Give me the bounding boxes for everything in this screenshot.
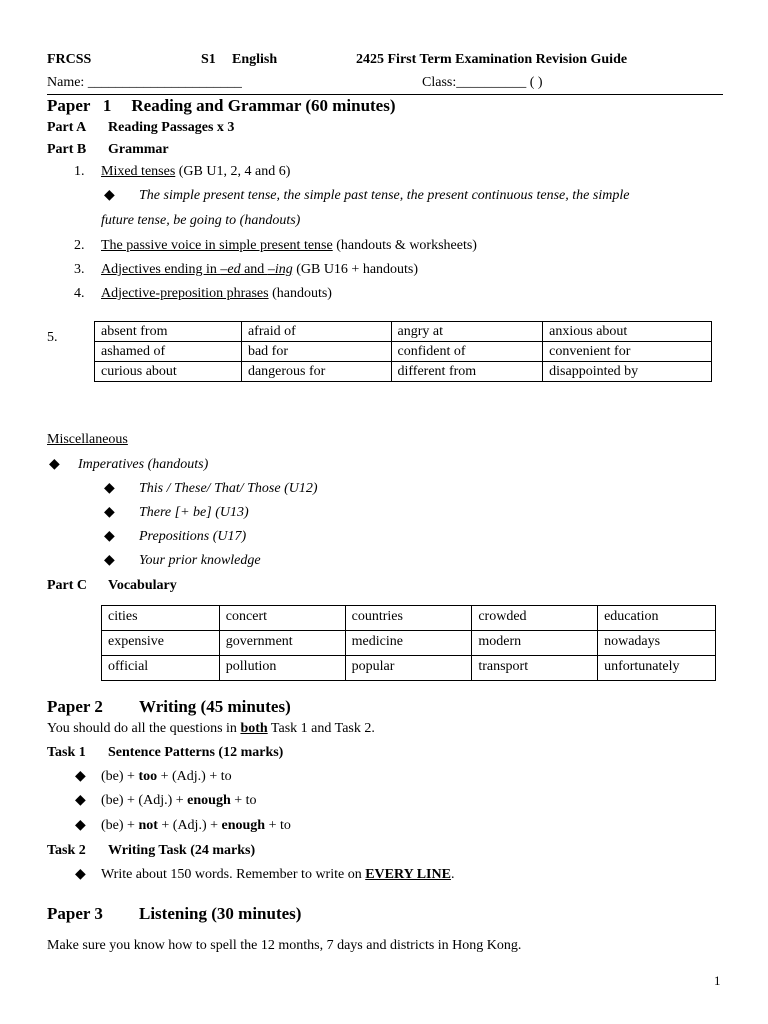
grammar-item-1-topic: Mixed tenses <box>101 164 176 179</box>
diamond-bullet-icon: ◆ <box>104 553 115 568</box>
table-cell: expensive <box>102 631 220 656</box>
tenses-note-line1: The simple present tense, the simple past tense, the present continuous tense, the simple <box>139 188 630 203</box>
tenses-note-line2: future tense, be going to (handouts) <box>101 213 301 228</box>
table-row <box>102 631 716 656</box>
table-cell: different from <box>391 362 543 382</box>
table-cell: countries <box>345 606 472 631</box>
misc-item-prepositions: Prepositions (U17) <box>139 529 247 544</box>
table-cell: crowded <box>472 606 598 631</box>
grammar-item-3-topic-ed: –ed <box>220 262 241 277</box>
grammar-item-3-ref: (GB U16 + handouts) <box>292 262 419 277</box>
pattern-keyword: enough <box>221 818 266 833</box>
grammar-item-4-number: 4. <box>74 286 85 301</box>
paper1-number: Paper 1 <box>47 96 112 115</box>
name-field: Name: ______________________ <box>47 75 242 90</box>
pattern-enough <box>101 793 257 809</box>
diamond-bullet-icon: ◆ <box>49 457 60 472</box>
diamond-bullet-icon: ◆ <box>104 188 115 203</box>
table-cell: angry at <box>391 322 543 342</box>
diamond-bullet-icon: ◆ <box>75 793 86 808</box>
partA-title: Reading Passages x 3 <box>108 120 235 135</box>
task2-every-line: EVERY LINE <box>365 867 451 882</box>
task2-instruction <box>101 867 454 883</box>
subject-label: English <box>232 52 278 67</box>
task1-title: Sentence Patterns (12 marks) <box>108 745 284 760</box>
paper1-heading <box>47 96 396 116</box>
task2-instruction-text: Write about 150 words. Remember to write on <box>101 867 366 882</box>
pattern-keyword: not <box>138 818 158 833</box>
grammar-item-4-ref: (handouts) <box>268 286 332 301</box>
table-row <box>95 342 712 362</box>
paper3-note: Make sure you know how to spell the 12 months, 7 days and districts in Hong Kong. <box>47 938 522 953</box>
pattern-not-enough <box>101 818 291 834</box>
diamond-bullet-icon: ◆ <box>75 769 86 784</box>
misc-item-there-be: There [+ be] (U13) <box>139 505 249 520</box>
partC-title: Vocabulary <box>108 578 177 593</box>
table-cell: nowadays <box>598 631 716 656</box>
pattern-keyword: enough <box>187 793 231 808</box>
table-cell: afraid of <box>241 322 391 342</box>
vocabulary-table <box>101 605 716 681</box>
table-cell: modern <box>472 631 598 656</box>
class-field: Class:__________ ( ) <box>422 75 543 90</box>
table-cell: medicine <box>345 631 472 656</box>
paper3-number: Paper 3 <box>47 904 103 923</box>
grammar-item-2-ref: (handouts & worksheets) <box>332 238 477 253</box>
pattern-text: + (Adj.) + to <box>157 769 232 784</box>
table-cell: anxious about <box>543 322 712 342</box>
diamond-bullet-icon: ◆ <box>75 867 86 882</box>
table-cell: convenient for <box>543 342 712 362</box>
grammar-item-1-number: 1. <box>74 164 85 179</box>
grammar-item-3 <box>101 262 418 278</box>
table-cell: disappointed by <box>543 362 712 382</box>
pattern-too <box>101 769 232 785</box>
grammar-item-5-number: 5. <box>47 330 58 345</box>
page-number: 1 <box>714 973 721 988</box>
form-label: S1 <box>201 52 216 67</box>
misc-item-imperatives: Imperatives (handouts) <box>78 457 209 472</box>
diamond-bullet-icon: ◆ <box>75 818 86 833</box>
grammar-item-3-topic-ing: –ing <box>267 262 293 277</box>
partB-label: Part B <box>47 142 87 157</box>
pattern-text: (be) + (Adj.) + <box>101 793 188 808</box>
table-cell: absent from <box>95 322 242 342</box>
paper2-number: Paper 2 <box>47 697 103 716</box>
table-cell: popular <box>345 656 472 681</box>
document-title: 2425 First Term Examination Revision Guide <box>356 52 628 67</box>
grammar-item-2-topic: The passive voice in simple present tense <box>101 238 333 253</box>
paper2-intro-both: both <box>240 721 268 736</box>
grammar-item-1-ref: (GB U1, 2, 4 and 6) <box>175 164 291 179</box>
table-cell: education <box>598 606 716 631</box>
diamond-bullet-icon: ◆ <box>104 505 115 520</box>
misc-item-prior-knowledge: Your prior knowledge <box>139 553 261 568</box>
grammar-item-3-number: 3. <box>74 262 85 277</box>
table-cell: dangerous for <box>241 362 391 382</box>
misc-heading: Miscellaneous <box>47 432 128 447</box>
paper3-title: Listening (30 minutes) <box>139 904 302 923</box>
table-row <box>102 606 716 631</box>
task2-title: Writing Task (24 marks) <box>108 843 256 858</box>
paper2-intro-c: Task 1 and Task 2. <box>267 721 375 736</box>
table-cell: cities <box>102 606 220 631</box>
table-cell: government <box>219 631 345 656</box>
diamond-bullet-icon: ◆ <box>104 481 115 496</box>
table-cell: pollution <box>219 656 345 681</box>
paper1-title: Reading and Grammar (60 minutes) <box>131 96 396 115</box>
table-cell: transport <box>472 656 598 681</box>
partA-label: Part A <box>47 120 87 135</box>
grammar-item-2-number: 2. <box>74 238 85 253</box>
partB-title: Grammar <box>108 142 169 157</box>
table-cell: concert <box>219 606 345 631</box>
header-divider <box>47 94 723 95</box>
grammar-item-4 <box>101 286 332 302</box>
pattern-text: (be) + <box>101 769 139 784</box>
table-cell: ashamed of <box>95 342 242 362</box>
adjective-preposition-table <box>94 321 712 382</box>
grammar-item-2 <box>101 238 477 254</box>
task2-period: . <box>450 867 455 882</box>
pattern-text: (be) + <box>101 818 139 833</box>
paper2-intro-a: You should do all the questions in <box>47 721 241 736</box>
table-row <box>95 362 712 382</box>
grammar-item-4-topic: Adjective-preposition phrases <box>101 286 269 301</box>
table-cell: unfortunately <box>598 656 716 681</box>
grammar-item-3-topic-and: and <box>240 262 268 277</box>
table-row <box>95 322 712 342</box>
task2-label: Task 2 <box>47 843 86 858</box>
pattern-keyword: too <box>138 769 158 784</box>
diamond-bullet-icon: ◆ <box>104 529 115 544</box>
grammar-item-1 <box>101 164 290 180</box>
grammar-item-3-topic-a: Adjectives ending in <box>101 262 221 277</box>
table-cell: curious about <box>95 362 242 382</box>
paper2-intro <box>47 721 375 737</box>
pattern-text: + (Adj.) + <box>157 818 222 833</box>
table-cell: bad for <box>241 342 391 362</box>
partC-label: Part C <box>47 578 88 593</box>
school-name: FRCSS <box>47 52 92 67</box>
pattern-text: + to <box>230 793 257 808</box>
table-cell: confident of <box>391 342 543 362</box>
task1-label: Task 1 <box>47 745 86 760</box>
pattern-text: + to <box>265 818 291 833</box>
paper2-title: Writing (45 minutes) <box>139 697 291 716</box>
table-row <box>102 656 716 681</box>
table-cell: official <box>102 656 220 681</box>
misc-item-demonstratives: This / These/ That/ Those (U12) <box>139 481 318 496</box>
